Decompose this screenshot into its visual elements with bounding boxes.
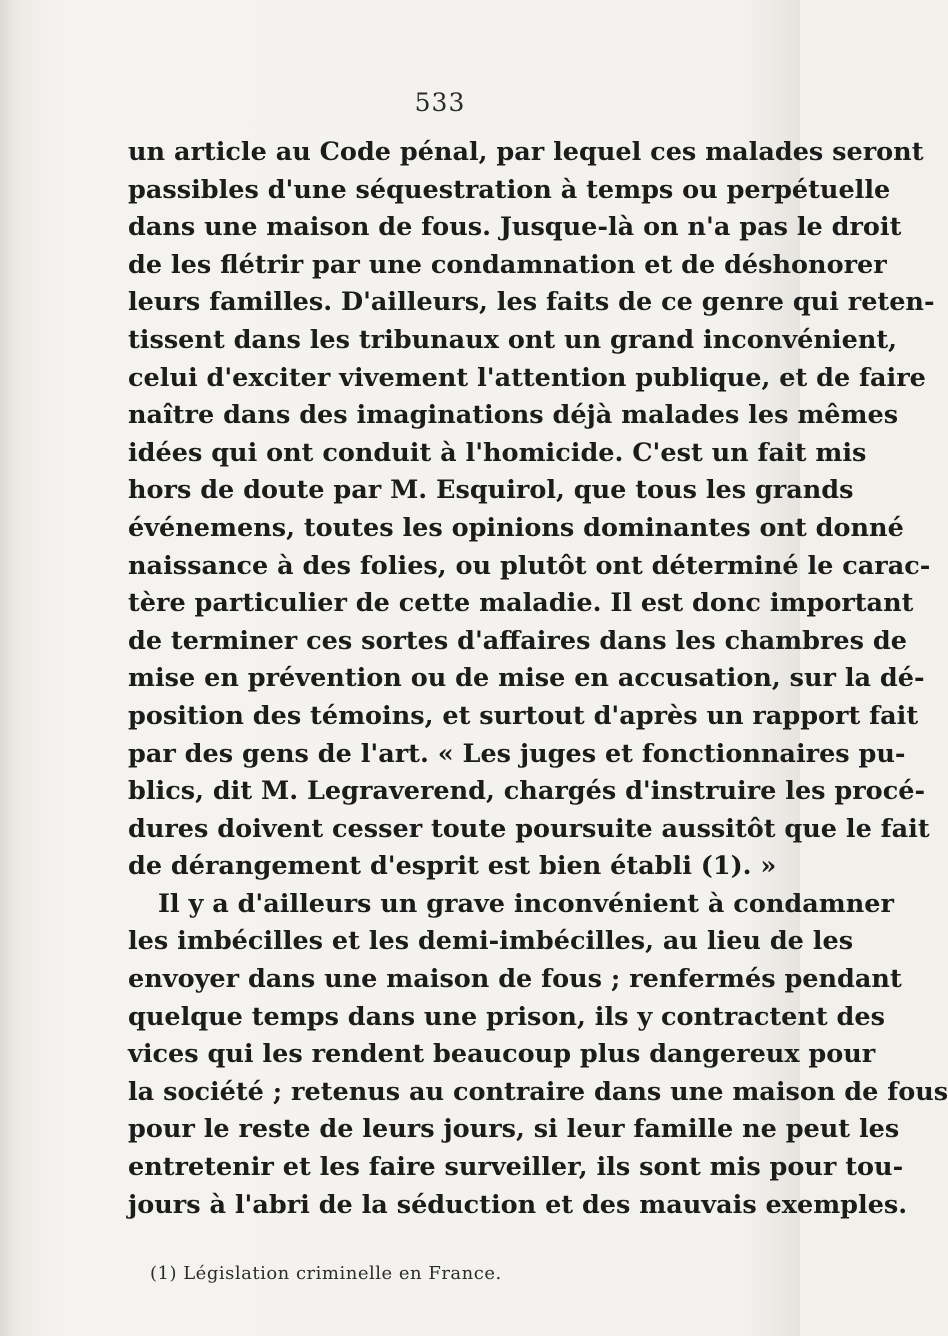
text-line: celui d'exciter vivement l'attention publique, et de faire (128, 362, 926, 393)
text-line: naître dans des imaginations déjà malades les mêmes (128, 400, 899, 431)
text-line: blics, dit M. Legraverend, chargés d'instruire les procé- (128, 776, 926, 807)
text-line: vices qui les rendent beaucoup plus dangereux pour (128, 1039, 876, 1070)
text-line: passibles d'une séquestration à temps ou perpétuelle (128, 174, 891, 205)
text-line: tère particulier de cette maladie. Il est donc important (128, 588, 914, 619)
text-line: de terminer ces sortes d'affaires dans les chambres de (128, 625, 907, 656)
text-line: les imbécilles et les demi-imbécilles, au lieu de les (128, 926, 854, 957)
text-line: naissance à des folies, ou plutôt ont déterminé le carac- (128, 550, 931, 581)
text-line: tissent dans les tribunaux ont un grand inconvénient, (128, 324, 898, 355)
text-line: idées qui ont conduit à l'homicide. C'est un fait mis (128, 437, 867, 468)
text-line: dures doivent cesser toute poursuite aussitôt que le fait (128, 813, 930, 844)
body-text (128, 134, 948, 1224)
text-line: événemens, toutes les opinions dominantes ont donné (128, 512, 904, 543)
text-line: entretenir et les faire surveiller, ils sont mis pour tou- (128, 1152, 904, 1183)
text-line: de dérangement d'esprit est bien établi (1). » (128, 851, 777, 882)
text-line: pour le reste de leurs jours, si leur famille ne peut les (128, 1114, 900, 1145)
page-number: 533 (414, 88, 466, 117)
text-line: leurs familles. D'ailleurs, les faits de ce genre qui reten- (128, 287, 935, 318)
text-line: Il y a d'ailleurs un grave inconvénient à condamner (158, 888, 894, 919)
footnote: (1) Législation criminelle en France. (150, 1263, 502, 1284)
text-line: un article au Code pénal, par lequel ces malades seront (128, 137, 924, 167)
text-line: la société ; retenus au contraire dans une maison de fous (128, 1076, 948, 1107)
text-line: mise en prévention ou de mise en accusation, sur la dé- (128, 663, 925, 694)
text-line: position des témoins, et surtout d'après un rapport fait (128, 700, 919, 731)
text-line: par des gens de l'art. « Les juges et fonctionnaires pu- (128, 738, 906, 769)
text-line: de les flétrir par une condamnation et de déshonorer (128, 249, 887, 280)
text-line: dans une maison de fous. Jusque-là on n'a pas le droit (128, 212, 902, 243)
text-line: quelque temps dans une prison, ils y contractent des (128, 1001, 885, 1032)
text-line: envoyer dans une maison de fous ; renfermés pendant (128, 964, 902, 995)
text-line: hors de doute par M. Esquirol, que tous les grands (128, 475, 854, 506)
text-line: jours à l'abri de la séduction et des mauvais exemples. (128, 1189, 908, 1220)
